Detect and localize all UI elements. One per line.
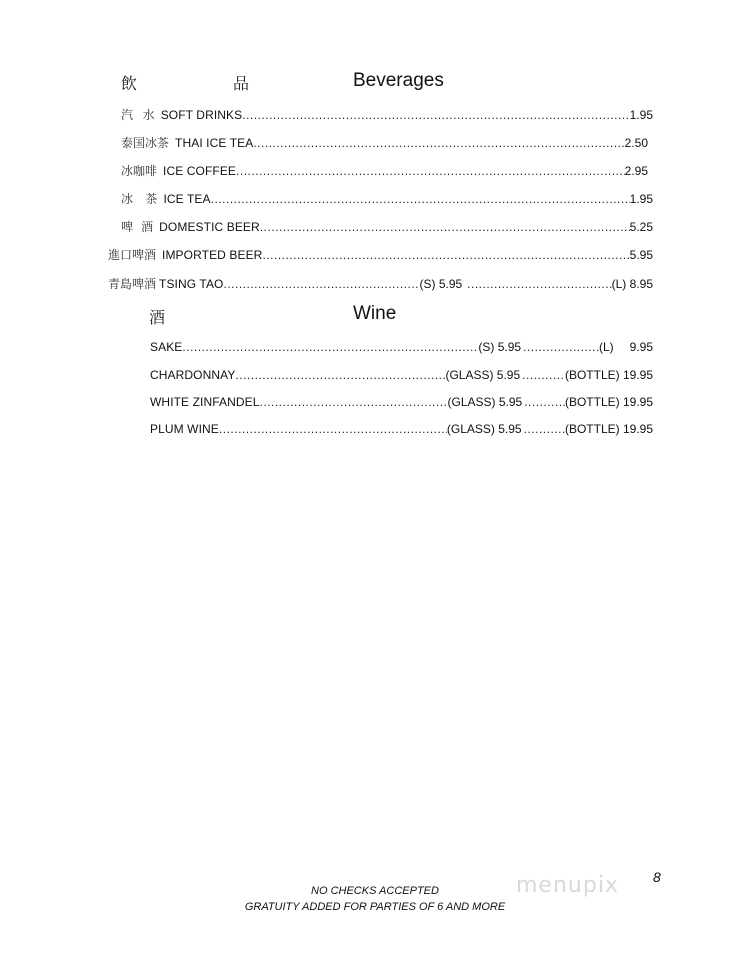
- wine-row-plum-wine: [150, 420, 653, 438]
- leader-dots: [235, 366, 445, 384]
- leader-dots: [523, 338, 599, 356]
- small-price: (S) 5.95: [419, 277, 463, 291]
- item-name: CHARDONNAY: [150, 368, 236, 382]
- beverage-row-ice-coffee: [121, 162, 648, 180]
- leader-dots: [524, 393, 565, 411]
- footer-gratuity: GRATUITY ADDED FOR PARTIES OF 6 AND MORE: [244, 901, 506, 913]
- chinese-name: 冰咖啡: [121, 164, 158, 178]
- large-price: (BOTTLE) 19.95: [564, 368, 653, 382]
- wine-chinese-heading: 酒: [149, 308, 166, 327]
- beverages-title: Beverages: [353, 70, 444, 91]
- leader-dots: [223, 275, 419, 293]
- large-price: 9.95: [629, 340, 653, 354]
- beverage-row-tsing-tao: [108, 275, 653, 293]
- item-name: WHITE ZINFANDEL: [150, 395, 260, 409]
- leader-dots: [236, 162, 625, 180]
- leader-dots: [260, 393, 448, 411]
- wine-row-sake: [150, 338, 653, 356]
- chinese-name: 啤酒: [121, 220, 154, 234]
- item-price: 2.50: [624, 136, 648, 150]
- large-label: (L): [598, 340, 614, 354]
- large-price: (BOTTLE) 19.95: [564, 422, 653, 436]
- page-number: 8: [653, 869, 661, 885]
- wine-title: Wine: [353, 303, 397, 324]
- leader-dots: [260, 218, 630, 236]
- watermark-logo: menupix: [516, 873, 619, 898]
- beverages-chinese-heading: 飲 品: [121, 74, 290, 93]
- item-name: PLUM WINE: [150, 422, 219, 436]
- item-name: TSING TAO: [159, 277, 224, 291]
- item-name: SAKE: [150, 340, 183, 354]
- item-price: 5.25: [629, 220, 653, 234]
- beverage-row-soft-drinks: [121, 106, 653, 124]
- item-name: DOMESTIC BEER: [159, 220, 260, 234]
- beverage-row-thai-ice-tea: [121, 134, 648, 152]
- wine-row-chardonnay: [150, 366, 653, 384]
- small-price: (S) 5.95: [478, 340, 522, 354]
- leader-dots: [262, 246, 629, 264]
- large-price: (L) 8.95: [611, 277, 653, 291]
- chinese-name: 進口啤酒: [108, 248, 157, 262]
- item-name: SOFT DRINKS: [160, 108, 243, 122]
- beverage-row-domestic-beer: [121, 218, 653, 236]
- wine-row-white-zinfandel: [150, 393, 653, 411]
- chinese-name: 汽水: [121, 108, 155, 122]
- chinese-name: 青島啤酒: [108, 277, 157, 291]
- item-price: 5.95: [629, 248, 653, 262]
- item-name: IMPORTED BEER: [162, 248, 263, 262]
- item-price: 1.95: [629, 192, 653, 206]
- large-price: (BOTTLE) 19.95: [564, 395, 653, 409]
- small-price: (GLASS) 5.95: [446, 422, 522, 436]
- beverage-row-imported-beer: [108, 246, 653, 264]
- chinese-name: 冰茶: [121, 192, 158, 206]
- beverage-row-ice-tea: [121, 190, 653, 208]
- item-name: ICE TEA: [163, 192, 211, 206]
- item-name: ICE COFFEE: [163, 164, 237, 178]
- small-price: (GLASS) 5.95: [447, 395, 523, 409]
- item-name: THAI ICE TEA: [175, 136, 254, 150]
- leader-dots: [524, 420, 565, 438]
- item-price: 1.95: [629, 108, 653, 122]
- leader-dots: [467, 275, 611, 293]
- leader-dots: [219, 420, 447, 438]
- small-price: (GLASS) 5.95: [445, 368, 521, 382]
- leader-dots: [522, 366, 565, 384]
- leader-dots: [253, 134, 624, 152]
- leader-dots: [182, 338, 478, 356]
- item-price: 2.95: [624, 164, 648, 178]
- leader-dots: [211, 190, 630, 208]
- chinese-name: 泰国冰茶: [121, 136, 170, 150]
- footer-no-checks: NO CHECKS ACCEPTED: [311, 885, 439, 897]
- leader-dots: [242, 106, 629, 124]
